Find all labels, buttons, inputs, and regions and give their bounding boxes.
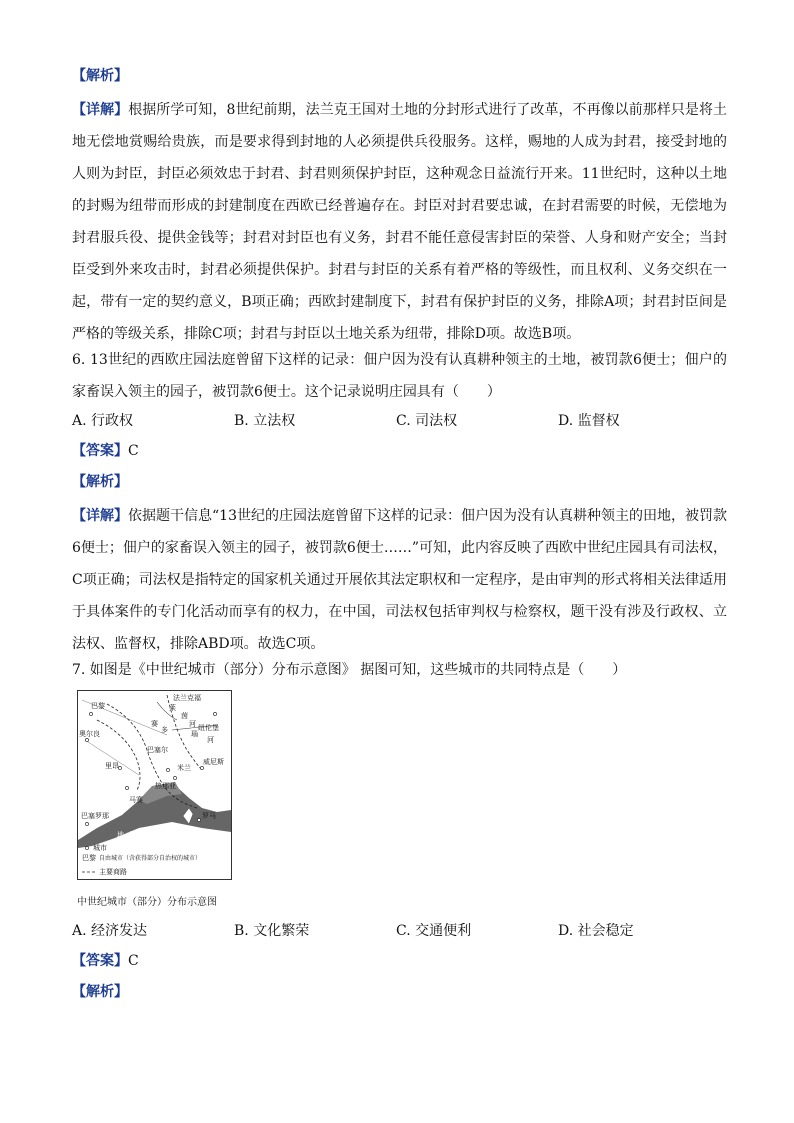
detail-text: 依据题干信息“13世纪的庄园法庭曾留下这样的记录：佃户因为没有认真耕种领主的田地，被罚款6便士；佃户的家畜误入领主的园子，被罚款6便士……”可知，此内容反映了西欧中世纪庄园具有司法权，C项正确；司法权是指特定的国家机关通过开展依其法定职权和一定程序，是由审判的形式将相关法律适用于具体案件的专门化活动而享有的权力，在中国，司法权包括审判权与检察权，题干没有涉及行政权、立法权、监督权，排除ABD项。故选C项。 (72, 508, 727, 652)
answer-line (72, 441, 139, 461)
map-label-sea-3: 海 (137, 831, 144, 839)
answer-tag: 【答案】 (72, 953, 128, 969)
map-label-rome: 罗马 (202, 812, 216, 820)
legend-free-city: 自由城市（含获得部分自治权的城市） (99, 855, 202, 862)
option-c: C. 交通便利 (396, 923, 472, 939)
map-label-barcelona: 巴塞罗那 (81, 812, 109, 820)
option-d: D. 监督权 (558, 413, 620, 429)
legend-trade-route: 主要商路 (99, 868, 127, 876)
map-label-sea-2: 中 (127, 831, 134, 839)
detail-tag: 【详解】 (72, 508, 129, 524)
map-label-frankfurt: 法兰克福 (173, 694, 201, 702)
answer-value: C (128, 953, 139, 969)
option-b: B. 文化繁荣 (234, 923, 310, 939)
question-7-stem: 7. 如图是《中世纪城市（部分）分布示意图》 据图可知，这些城市的共同特点是（ ） (72, 662, 627, 678)
analysis-tag: 【解析】 (72, 474, 128, 490)
legend-city: 城市 (93, 844, 107, 852)
question-7-options (72, 920, 732, 940)
map-label-basel: 巴塞尔 (147, 746, 168, 754)
map-label-rhine-1: 莱 (169, 704, 176, 712)
answer-line (72, 951, 139, 971)
map-label-genoa: 热那亚 (155, 782, 176, 790)
map-label-danube-2: 瑙 (191, 730, 198, 738)
legend-free-city-sample: 巴黎 (82, 854, 96, 862)
answer-value: C (128, 443, 139, 459)
map-label-seine: 赛 (151, 720, 158, 728)
option-a: A. 行政权 (72, 413, 134, 429)
map-label-venice: 威尼斯 (203, 758, 224, 766)
detail-text: 根据所学可知，8世纪前期，法兰克王国对土地的分封形式进行了改革，不再像以前那样只是将土地无偿地赏赐给贵族，而是要求得到封地的人必须提供兵役服务。这样，赐地的人成为封君，接受封地的人则为封臣，封臣必须效忠于封君、封君则须保护封臣，这种观念日益流行开来。11世纪时，这种以土地的封赐为纽带而形成的封建制度在西欧已经普遍存在。封臣对封君要忠诚，在封君需要的时候，无偿地为封君服兵役、提供金钱等；封君对封臣也有义务，封君不能任意侵害封臣的荣誉、人身和财产安全；当封臣受到外来攻击时，封君必须提供保护。封君与封臣的关系有着严格的等级性，而且权利、义务交织在一起，带有一定的契约意义，B项正确；西欧封建制度下，封君有保护封臣的义务，排除A项；封君封臣间是严格的等级关系，排除C项；封君与封臣以土地关系为纽带，排除D项。故选B项。 (72, 102, 728, 342)
map-label-danube-3: 河 (207, 736, 214, 744)
option-d: D. 社会稳定 (558, 923, 634, 939)
map-label-nuremberg: 纽伦堡 (198, 724, 219, 732)
map-caption: 中世纪城市（部分）分布示意图 (77, 897, 217, 908)
map-label-danube-1: 多 (161, 726, 168, 734)
map-label-sea-1: 地 (117, 831, 124, 839)
answer-tag: 【答案】 (72, 443, 128, 459)
map-label-rhine-2: 茵 (181, 712, 188, 720)
question-6-options (72, 410, 732, 430)
map-label-marseille: 马赛 (129, 796, 143, 804)
map-label-paris: 巴黎 (91, 702, 105, 710)
detail-paragraph (72, 500, 727, 660)
map-svg (77, 690, 232, 880)
analysis-tag: 【解析】 (72, 68, 128, 84)
map-label-milan: 米兰 (177, 764, 191, 772)
option-b: B. 立法权 (234, 413, 296, 429)
map-label-lyon: 里昂 (105, 762, 119, 770)
analysis-tag: 【解析】 (72, 984, 128, 1000)
option-a: A. 经济发达 (72, 923, 148, 939)
detail-paragraph (72, 94, 727, 350)
option-c: C. 司法权 (396, 413, 458, 429)
question-6-stem: 6. 13世纪的西欧庄园法庭曾留下这样的记录：佃户因为没有认真耕种领主的土地，被罚款6便士；佃户的家畜误入领主的园子，被罚款6便士。这个记录说明庄园具有（ ） (72, 352, 727, 400)
map-label-orleans: 奥尔良 (79, 730, 100, 738)
medieval-cities-map (77, 690, 232, 880)
map-label-rhine-3: 河 (189, 720, 196, 728)
detail-tag: 【详解】 (72, 102, 129, 118)
